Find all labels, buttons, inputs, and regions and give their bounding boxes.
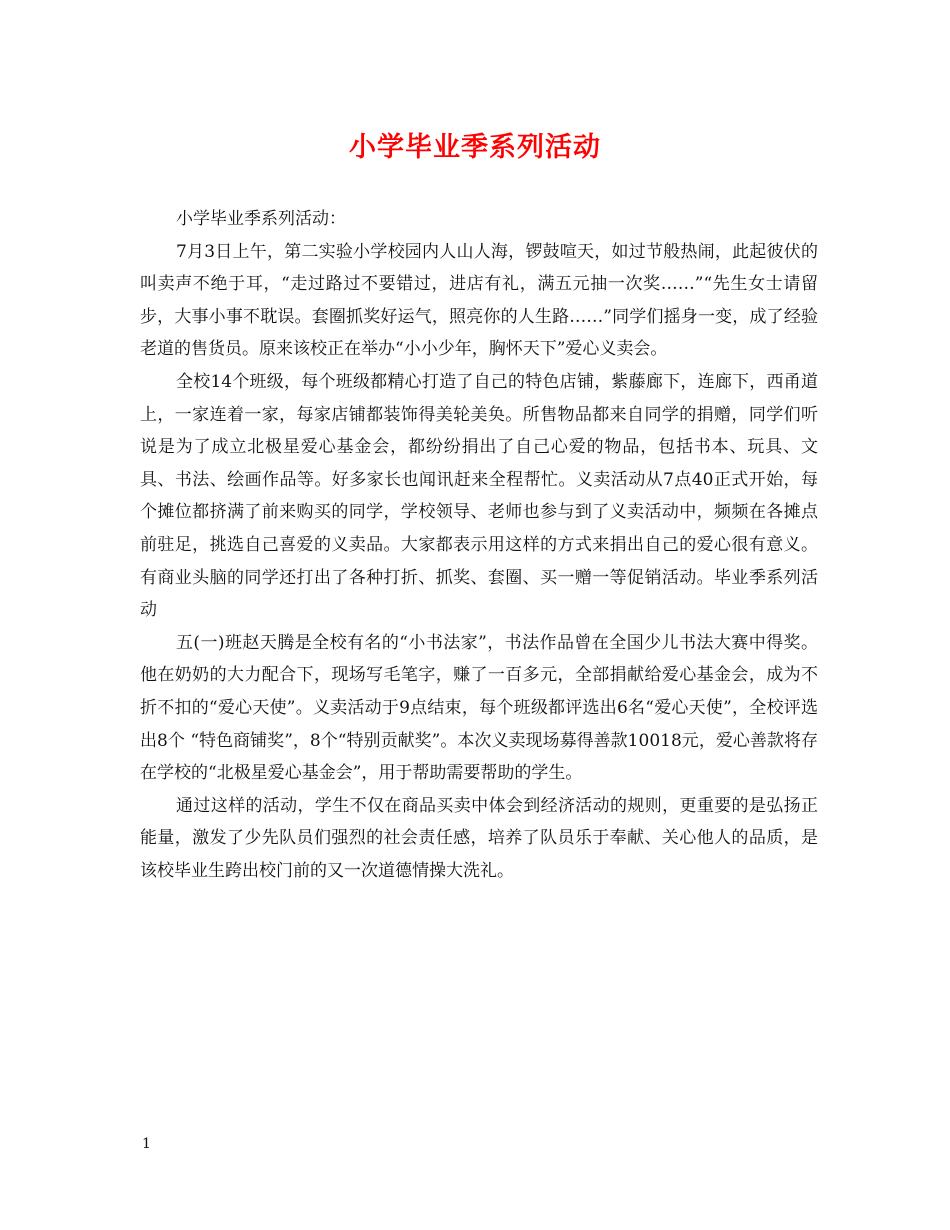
document-title: 小学毕业季系列活动 [349, 132, 601, 163]
document-body [140, 203, 818, 887]
paragraph-event-opening: 7月3日上午，第二实验小学校园内人山人海，锣鼓喧天，如过节般热闹，此起彼伏的叫卖声不绝于耳，“走过路过不要错过，进店有礼，满五元抽一次奖……”“先生女士请留步，大事小事不耽误。套圈抓奖好运气，照亮你的人生路……”同学们摇身一变，成了经验老道的售货员。原来该校正在举办“小小少年，胸怀天下”爱心义卖会。 [140, 241, 818, 360]
paragraph-intro: 小学毕业季系列活动： [176, 209, 346, 229]
paragraph-conclusion: 通过这样的活动，学生不仅在商品买卖中体会到经济活动的规则，更重要的是弘扬正能量，激发了少先队员们强烈的社会责任感，培养了队员乐于奉献、关心他人的品质，是该校毕业生跨出校门前的又一次道德情操大洗礼。 [140, 795, 818, 881]
paragraph-calligrapher-and-awards: 五(一)班赵天腾是全校有名的“小书法家”，书法作品曾在全国少儿书法大赛中得奖。他在奶奶的大力配合下，现场写毛笔字，赚了一百多元，全部捐献给爱心基金会，成为不折不扣的“爱心天使”。义卖活动于9点结束，每个班级都评选出6名“爱心天使”，全校评选出8个 “特色商铺奖”，8个“特别贡献奖”。本次义卖现场募得善款10018元，爱心善款将存在学校的“北极星爱心基金会”，用于帮助需要帮助的学生。 [140, 632, 818, 784]
page-number: 1 [142, 1136, 151, 1152]
paragraph-shops-and-donations: 全校14个班级，每个班级都精心打造了自己的特色店铺，紫藤廊下，连廊下，西甬道上，一家连着一家，每家店铺都装饰得美轮美奂。所售物品都来自同学的捐赠，同学们听说是为了成立北极星爱心基金会，都纷纷捐出了自己心爱的物品，包括书本、玩具、文具、书法、绘画作品等。好多家长也闻讯赶来全程帮忙。义卖活动从7点40正式开始，每个摊位都挤满了前来购买的同学，学校领导、老师也参与到了义卖活动中，频频在各摊点前驻足，挑选自己喜爱的义卖品。大家都表示用这样的方式来捐出自己的爱心很有意义。有商业头脑的同学还打出了各种打折、抓奖、套圈、买一赠一等促销活动。毕业季系列活动 [140, 371, 818, 621]
